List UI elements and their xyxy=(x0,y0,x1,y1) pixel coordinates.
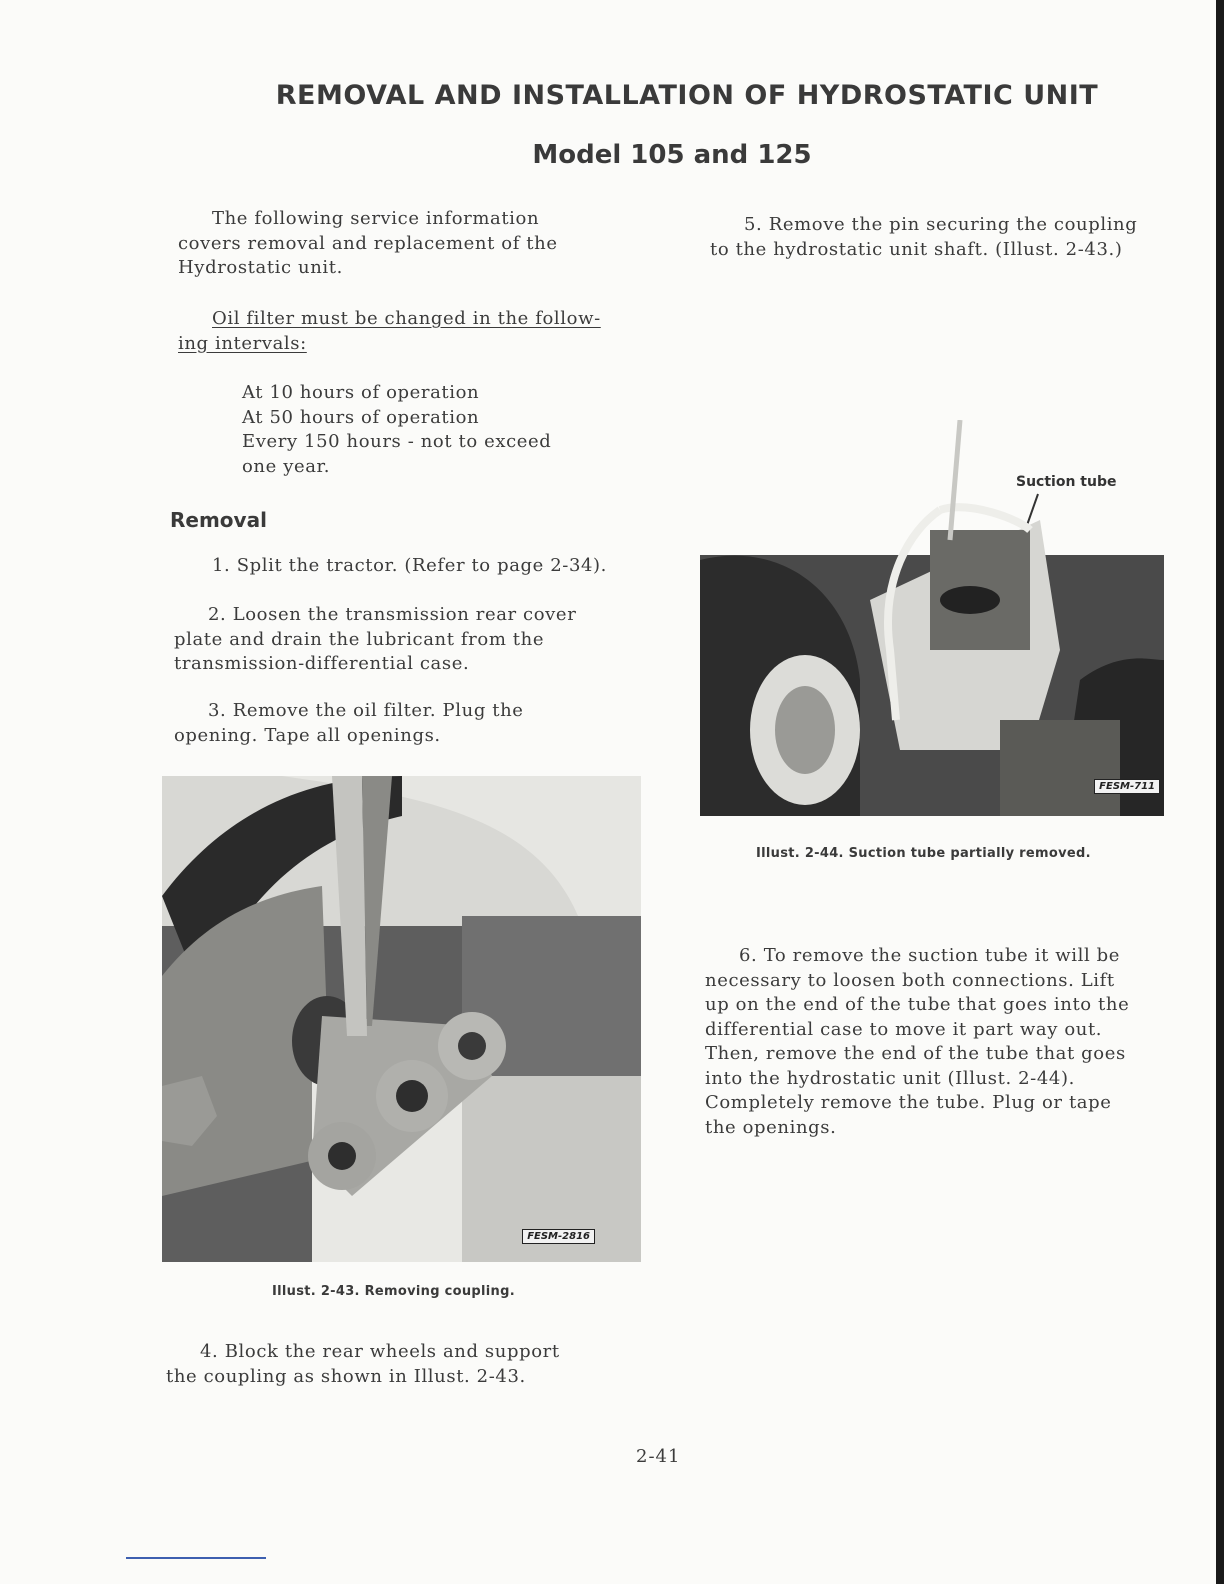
step-2-line: plate and drain the lubricant from the xyxy=(174,628,545,650)
step-5-line: 5. Remove the pin securing the coupling xyxy=(744,214,1138,235)
step-1 xyxy=(178,554,678,579)
interval-list xyxy=(242,381,662,479)
step-6 xyxy=(705,944,1195,1140)
page-title: REMOVAL AND INSTALLATION OF HYDROSTATIC UNIT xyxy=(275,80,1099,111)
step-3 xyxy=(174,699,654,748)
figure-2-44-photo xyxy=(700,420,1164,816)
step-2-line: transmission-differential case. xyxy=(174,653,470,674)
figure-2-44-caption: Illust. 2-44. Suction tube partially removed. xyxy=(756,846,1091,861)
interval-item: one year. xyxy=(242,455,331,477)
step-5-line: to the hydrostatic unit shaft. (Illust. 2-43.) xyxy=(710,238,1123,260)
step-6-line: differential case to move it part way out. xyxy=(705,1018,1103,1040)
step-6-line: the openings. xyxy=(705,1116,837,1138)
step-6-line: necessary to loosen both connections. Lift xyxy=(705,969,1115,991)
interval-item: At 10 hours of operation xyxy=(242,382,480,403)
oil-filter-note xyxy=(178,307,658,356)
page-number: 2-41 xyxy=(636,1446,681,1467)
step-6-line: Completely remove the tube. Plug or tape xyxy=(705,1092,1112,1113)
intro-line: covers removal and replacement of the xyxy=(178,232,558,254)
interval-item: Every 150 hours - not to exceed xyxy=(242,431,552,452)
step-3-line: opening. Tape all openings. xyxy=(174,724,441,746)
step-6-line: into the hydrostatic unit (Illust. 2-44). xyxy=(705,1067,1075,1089)
figure-2-43-photo xyxy=(162,776,641,1262)
step-1-text: 1. Split the tractor. (Refer to page 2-34). xyxy=(212,555,608,576)
step-3-line: 3. Remove the oil filter. Plug the xyxy=(208,700,524,721)
figure-2-43-tag: FESM-2816 xyxy=(522,1229,595,1244)
footer-rule xyxy=(126,1557,266,1559)
intro-line: The following service information xyxy=(212,208,540,229)
removal-heading: Removal xyxy=(170,508,267,532)
step-2-line: 2. Loosen the transmission rear cover xyxy=(208,604,577,625)
step-6-line: up on the end of the tube that goes into the xyxy=(705,994,1130,1015)
suction-tube-label: Suction tube xyxy=(1016,474,1117,490)
page-subtitle: Model 105 and 125 xyxy=(532,140,812,170)
intro-line: Hydrostatic unit. xyxy=(178,257,343,278)
step-2 xyxy=(174,603,654,677)
figure-2-44-tag: FESM-711 xyxy=(1094,779,1160,794)
step-6-line: 6. To remove the suction tube it will be xyxy=(739,945,1121,966)
step-5 xyxy=(710,213,1200,262)
step-4-line: the coupling as shown in Illust. 2-43. xyxy=(166,1365,526,1387)
scan-edge xyxy=(1216,0,1224,1584)
intro-paragraph xyxy=(178,207,648,281)
step-4-line: 4. Block the rear wheels and support xyxy=(200,1341,560,1362)
step-4 xyxy=(166,1340,646,1389)
interval-item: At 50 hours of operation xyxy=(242,406,480,428)
figure-2-43-caption: Illust. 2-43. Removing coupling. xyxy=(272,1284,515,1299)
oil-filter-line: Oil filter must be changed in the follow- xyxy=(212,308,601,329)
step-6-line: Then, remove the end of the tube that goes xyxy=(705,1043,1126,1064)
oil-filter-line: ing intervals: xyxy=(178,332,307,354)
